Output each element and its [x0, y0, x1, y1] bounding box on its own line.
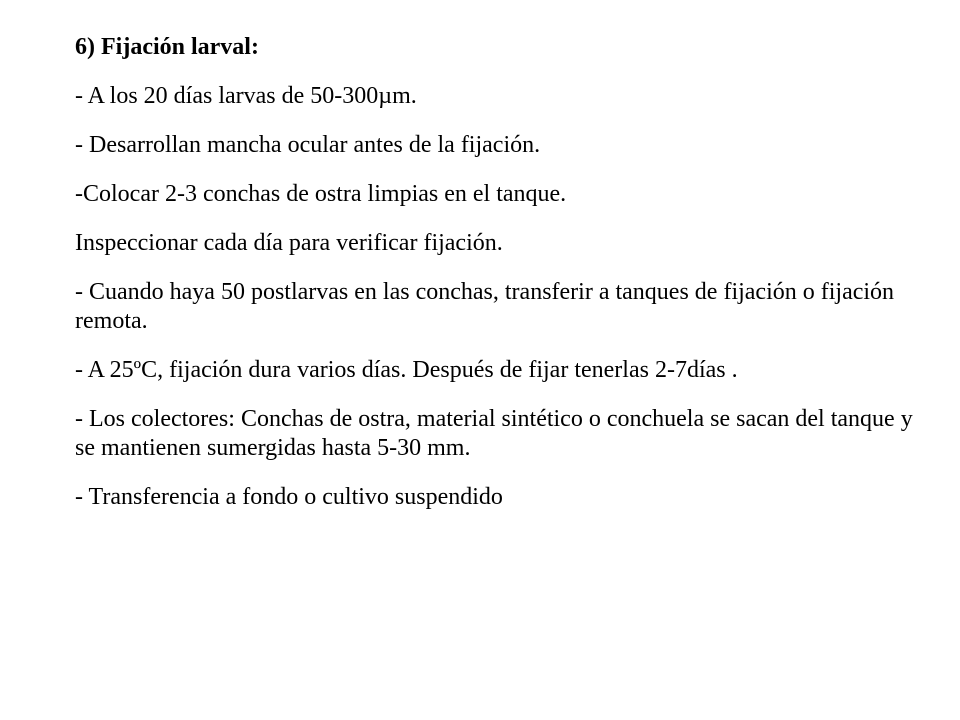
bullet-collectors: - Los colectores: Conchas de ostra, material sintético o conchuela se sacan del tanque y se mantienen sumergidas hasta 5-30 mm.	[75, 406, 913, 461]
bullet-transfer-culture: - Transferencia a fondo o cultivo suspendido	[75, 484, 503, 510]
bullet-fixation-duration: - A 25ºC, fijación dura varios días. Después de fijar tenerlas 2-7días .	[75, 357, 738, 383]
bullet-inspect-daily: Inspeccionar cada día para verificar fijación.	[75, 230, 503, 256]
bullet-eye-spot: - Desarrollan mancha ocular antes de la fijación.	[75, 132, 541, 158]
slide-title: 6) Fijación larval:	[75, 34, 259, 60]
bullet-transfer-postlarvae: - Cuando haya 50 postlarvas en las conchas, transferir a tanques de fijación o fijación remota.	[75, 279, 895, 334]
bullet-larval-size: - A los 20 días larvas de 50-300µm.	[75, 83, 417, 109]
bullet-place-shells: -Colocar 2-3 conchas de ostra limpias en el tanque.	[75, 181, 567, 207]
slide-content	[75, 33, 915, 532]
